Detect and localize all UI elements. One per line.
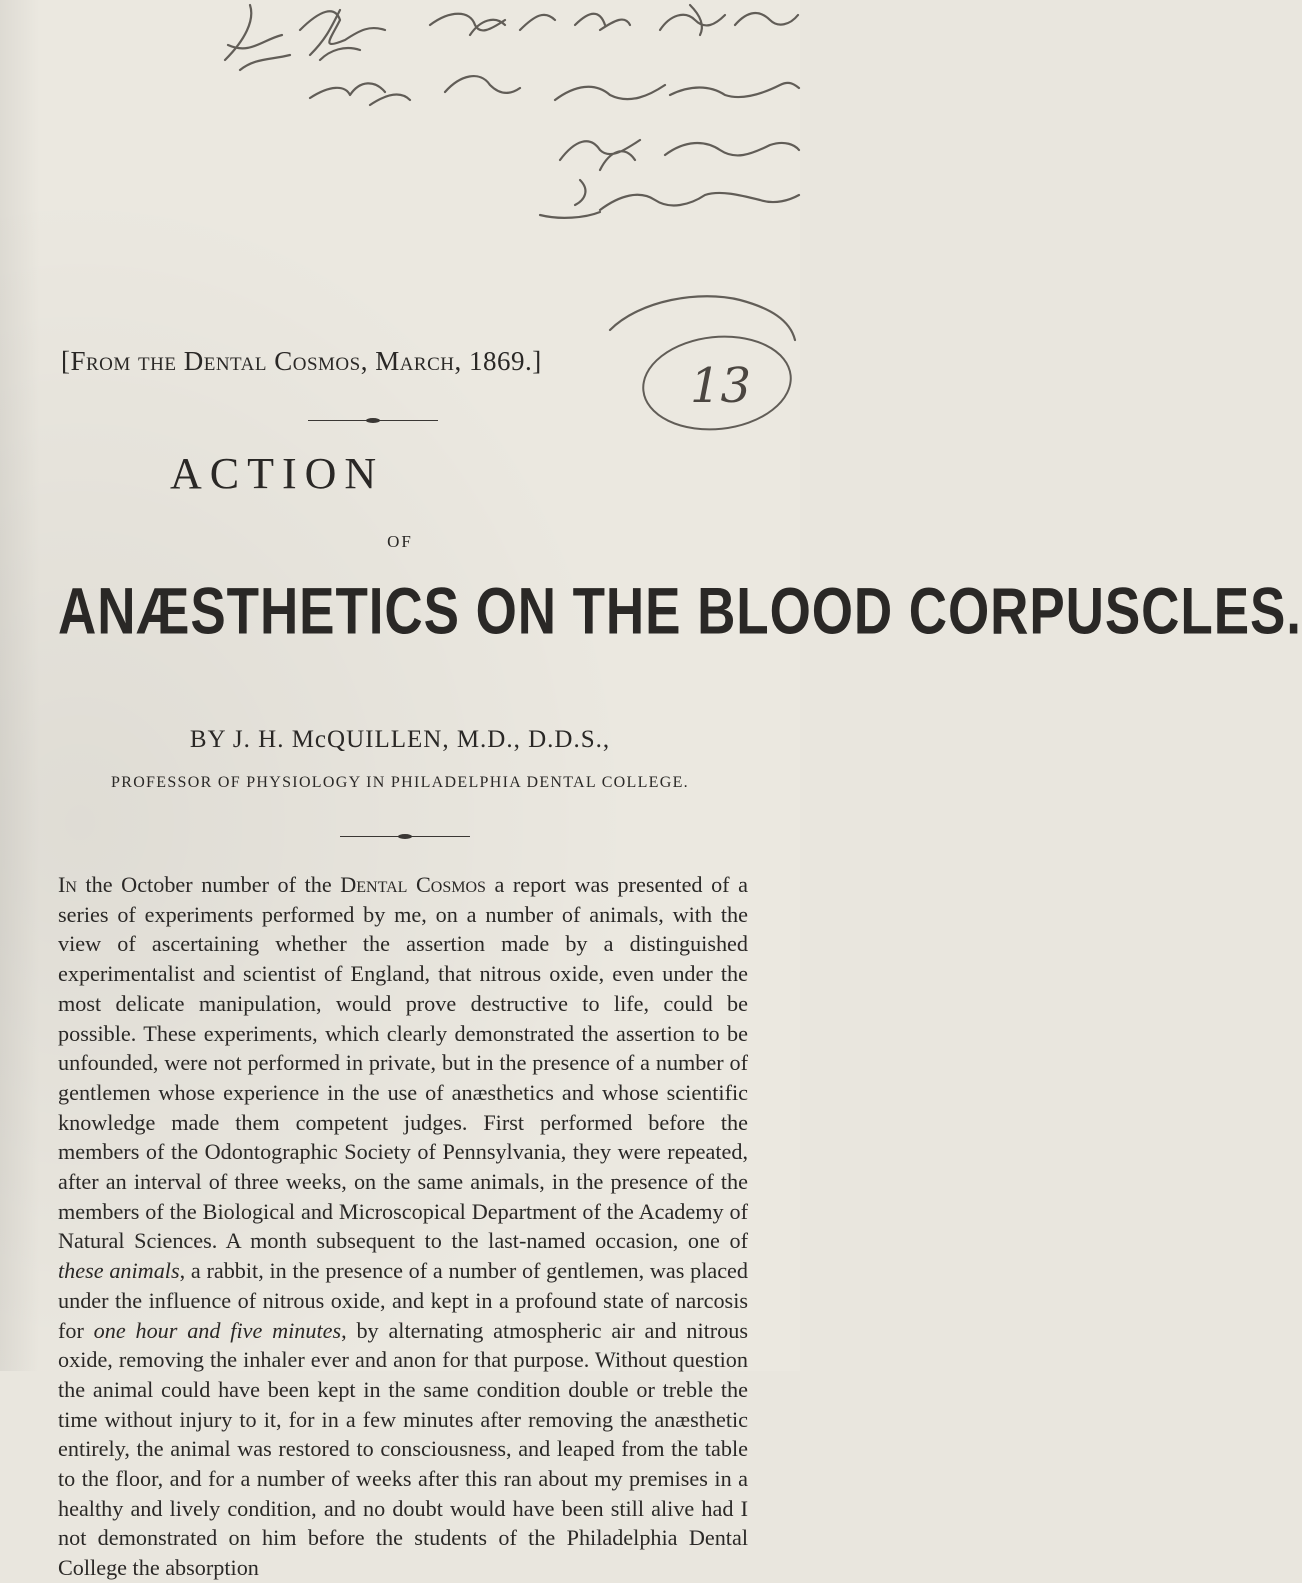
emphasis-these-animals: these animals <box>58 1258 180 1284</box>
handwriting-stroke <box>445 76 520 93</box>
author-affiliation: PROFESSOR OF PHYSIOLOGY IN PHILADELPHIA DENTAL COLLEGE. <box>111 774 689 791</box>
handwriting-stroke <box>575 14 630 30</box>
handwriting-stroke <box>430 14 555 35</box>
journal-name: Dental Cosmos <box>183 346 361 376</box>
source-citation: [From the Dental Cosmos, March, 1869.] <box>61 346 542 376</box>
handwriting-stroke <box>225 5 290 70</box>
journal-reference: Dental Cosmos <box>340 872 486 897</box>
section-rule <box>340 836 470 837</box>
handwriting-stroke <box>560 140 640 170</box>
handwriting-stroke <box>735 13 798 25</box>
handwriting-stroke <box>310 83 410 105</box>
author-byline: BY J. H. McQUILLEN, M.D., D.D.S., <box>189 726 611 753</box>
title-line-action: ACTION <box>170 449 385 498</box>
article-body <box>58 870 748 1583</box>
handwriting-stroke <box>540 180 600 218</box>
handwriting-stroke <box>300 10 385 60</box>
circled-number: 13 <box>690 358 752 414</box>
handwriting-stroke <box>660 5 725 35</box>
handwriting-stroke <box>555 83 799 100</box>
body-paragraph: In the October number of the Dental Cosmos a report was presented of a series of experiments performed by me, on a number of animals, with the view of ascertaining whether the assertion made by a distinguished experimentalist and scientist of England, that nitrous oxide, even under the most delicate manipulation, would prove destructive to life, could be possible. These experiments, which clearly demonstrated the assertion to be unfounded, were not performed in private, but in the presence of a number of gentlemen whose experience in the use of anæsthetics and whose scientific knowledge made them competent judges. First performed before the members of the Odontographic Society of Pennsylvania, they were repeated, after an interval of three weeks, on the same animals, in the presence of the members of the Biological and Microscopical Department of the Academy of Natural Sciences. A month subsequent to the last-named occasion, one of these animals, a rabbit, in the presence of a number of gentlemen, was placed under the influence of nitrous oxide, and kept in a profound state of narcosis for one hour and five minutes, by alternating atmospheric air and nitrous oxide, removing the inhaler ever and anon for that purpose. Without question the animal could have been kept in the same condition double or treble the time without injury to it, for in a few minutes after removing the anæsthetic entirely, the animal was restored to consciousness, and leaped from the table to the floor, and for a number of weeks after this ran about my premises in a healthy and lively condition, and no doubt would have been still alive had I not demonstrated on him before the students of the Philadelphia Dental College the absorption <box>58 872 749 1581</box>
main-title: ANÆSTHETICS ON THE BLOOD CORPUSCLES. <box>58 574 1302 649</box>
lead-word: In <box>58 872 77 897</box>
title-line-of: OF <box>387 532 413 551</box>
rule-ornament <box>398 834 412 839</box>
rule-ornament <box>366 418 380 423</box>
handwriting-stroke <box>610 296 795 340</box>
emphasis-duration: one hour and five minutes <box>93 1317 342 1343</box>
top-rule <box>308 420 438 421</box>
handwriting-stroke <box>600 193 799 210</box>
handwriting-stroke <box>665 143 799 156</box>
